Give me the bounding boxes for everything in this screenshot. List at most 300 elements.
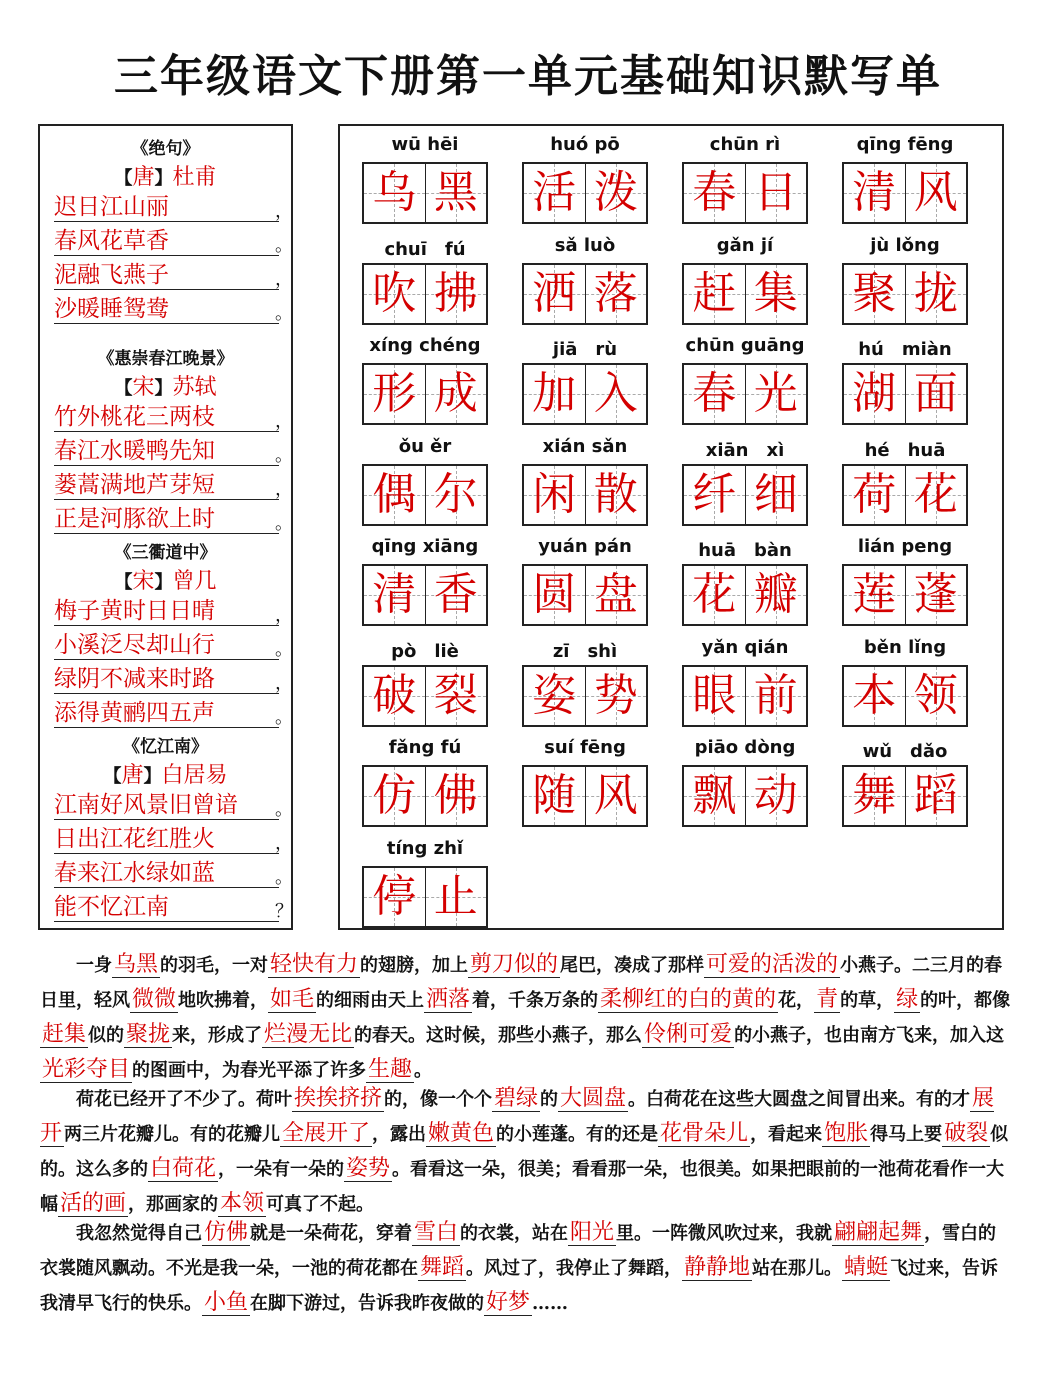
paragraph-text: ，雪白的衣裳随风飘动。不光是我一朵，一池的荷花都在 [40,1223,997,1279]
poem-line [54,630,293,660]
poem-line [54,470,293,500]
word-pinyin: jù lǒng [870,234,940,256]
filled-blank: 白荷花 [150,1156,217,1181]
poem-author-name: 杜甫 [172,165,217,190]
tianzige-grid [522,665,648,727]
word-pinyin: gǎn jí [716,234,774,256]
filled-blank: 仿佛 [204,1220,249,1245]
tianzige-grid [842,263,968,325]
tianzige-box [524,667,586,725]
word-pinyin: xián sǎn [542,435,628,457]
word-cell [362,838,488,936]
word-pinyin: qīng xiāng [371,536,479,557]
word-cell [522,737,648,835]
word-char: 圆 [532,569,577,620]
tianzige-box [906,164,967,222]
word-char: 盘 [593,569,638,620]
tianzige-grid [522,363,648,425]
tianzige-box [364,566,426,624]
word-cell [362,134,488,232]
paragraph-text: 的叶，都像 [920,990,1011,1011]
paragraph-text: 小燕子。二三月的春日里，轻风 [40,955,1003,1011]
poem-author: 【宋】曾几 [114,569,217,594]
tianzige-grid [842,363,968,425]
fill-in-paragraph [40,948,1012,1088]
tianzige-box [844,164,906,222]
filled-blank: 阳光 [570,1220,615,1245]
filled-blank: 破裂 [944,1121,989,1146]
tianzige-box [364,265,426,323]
poem-line-text: 沙暖睡鸳鸯 [54,296,169,322]
poem-title: 《惠崇春江晚景》 [97,349,234,369]
paragraph-text: 。白荷花在这些大圆盘之间冒出来。有的才 [628,1089,971,1110]
word-cell [842,134,968,232]
poems-panel [38,124,293,930]
paragraph-text: 的小燕子，也由南方飞来，加入这 [734,1025,1005,1046]
tianzige-grid [362,866,488,928]
tianzige-box [746,365,807,423]
poem-line-punct: 。 [275,445,293,466]
tianzige-grid [522,162,648,224]
word-pinyin: tíng zhǐ [386,837,464,859]
poem-line-text: 春风花草香 [54,228,169,254]
word-cell [362,637,488,735]
tianzige-grid [682,162,808,224]
word-char: 前 [753,669,798,721]
word-char: 领 [913,669,958,721]
paragraph-text: ，露出 [372,1124,427,1145]
word-pinyin: jiā rù [552,339,618,360]
poem-author: 【唐】杜甫 [114,165,217,190]
poem-line-punct: 。 [275,707,293,728]
paragraph-text: 一身 [40,955,112,976]
word-char: 尔 [433,468,478,520]
tianzige-grid [362,665,488,727]
tianzige-box [684,566,746,624]
filled-blank: 乌黑 [114,952,159,977]
poem-line [54,192,293,222]
paragraph-text: 着，千条万条的 [472,990,599,1011]
poem-line [54,858,293,888]
tianzige-box [586,265,647,323]
word-char: 拂 [433,267,478,319]
word-char: 花 [692,569,737,620]
word-char: 赶 [692,267,737,319]
tianzige-box [524,566,586,624]
word-pinyin: qīng fēng [856,134,954,155]
tianzige-box [844,767,906,825]
poem-title: 《绝句》 [131,139,200,159]
tianzige-box [524,164,586,222]
poem-line [54,260,293,290]
filled-blank: 雪白 [414,1220,459,1245]
filled-blank: 轻快有力 [270,952,359,977]
tianzige-box [746,767,807,825]
poem-line-punct: ， [275,269,293,290]
tianzige-box [684,265,746,323]
poem-line [54,294,293,324]
filled-blank: 烂漫无比 [264,1022,353,1047]
word-char: 眼 [692,669,737,721]
filled-blank: 洒落 [426,987,471,1012]
tianzige-box [684,667,746,725]
word-char: 止 [433,870,478,922]
word-char: 湖 [852,368,897,419]
filled-blank: 伶俐可爱 [644,1022,733,1047]
word-pinyin: chūn rì [709,134,781,155]
word-char: 瓣 [753,569,798,620]
paragraph-text: 在脚下游过，告诉我昨夜做的 [250,1293,485,1314]
tianzige-box [426,265,487,323]
poem-line [54,892,293,922]
tianzige-box [364,466,426,524]
word-char: 佛 [433,770,478,821]
word-char: 势 [593,669,638,721]
poem-line [54,790,293,820]
tianzige-box [844,466,906,524]
poem-line-punct: 。 [275,639,293,660]
word-char: 乌 [372,167,417,218]
word-char: 花 [913,468,958,520]
word-char: 风 [593,770,638,821]
poem-line-text: 正是河豚欲上时 [54,506,215,532]
word-char: 落 [593,267,638,319]
word-pinyin: fǎng fú [388,737,462,758]
word-char: 本 [852,669,897,721]
word-char: 春 [692,368,737,419]
word-char: 春 [692,167,737,218]
filled-blank: 聚拢 [126,1022,171,1047]
tianzige-box [364,868,426,926]
paragraph-text: 的翅膀，加上 [360,955,469,976]
word-char: 蹈 [913,770,958,821]
word-char: 蓬 [913,569,958,620]
tianzige-grid [362,263,488,325]
word-char: 风 [913,167,958,218]
poem-line-text: 蒌蒿满地芦芽短 [54,472,215,498]
paragraph-text: 的，像一个个 [384,1089,493,1110]
poem-author: 【唐】白居易 [103,763,228,788]
filled-blank: 赶集 [42,1022,87,1047]
paragraph-text: 荷花已经开了不少了。荷叶 [40,1089,292,1110]
word-char: 面 [913,368,958,419]
word-cell [842,737,968,835]
poem-line-text: 日出江花红胜火 [54,826,215,852]
tianzige-box [844,365,906,423]
word-pinyin: huā bàn [698,540,792,561]
word-pinyin: yuán pán [538,536,632,557]
word-cell [842,335,968,433]
fill-in-paragraph [40,1216,1012,1321]
word-char: 拢 [913,267,958,319]
tianzige-box [746,164,807,222]
poem-dynasty: 唐 [132,165,155,190]
word-cell [682,536,808,634]
word-cell [362,436,488,534]
word-cell [522,134,648,232]
poem-line-punct: ？ [275,901,293,922]
tianzige-grid [842,765,968,827]
word-char: 入 [593,368,638,419]
tianzige-grid [362,765,488,827]
tianzige-box [684,365,746,423]
word-char: 破 [372,669,417,721]
poem-dynasty: 宋 [132,569,155,594]
word-char: 荷 [852,468,897,520]
paragraph-text: 。 [414,1060,433,1081]
word-cell [522,335,648,433]
filled-blank: 如毛 [270,987,315,1012]
filled-blank: 舞蹈 [420,1255,465,1280]
paragraph-text: 飞过来，告诉我清早飞行的快乐。 [40,1258,999,1314]
word-cell [522,637,648,735]
filled-blank: 绿 [896,987,919,1012]
filled-blank: 光彩夺目 [42,1057,131,1082]
filled-blank: 花骨朵儿 [660,1121,749,1146]
poem-line-text: 梅子黄时日日晴 [54,598,215,624]
tianzige-box [746,566,807,624]
filled-blank: 碧绿 [494,1086,539,1111]
paragraph-text: 可真了不起。 [266,1194,375,1215]
paragraph-text: 得马上要 [870,1124,943,1145]
filled-blank: 小鱼 [204,1290,249,1315]
tianzige-grid [362,162,488,224]
tianzige-box [524,365,586,423]
tianzige-box [684,767,746,825]
word-char: 裂 [433,669,478,721]
tianzige-box [844,566,906,624]
poem-line-punct: ， [275,605,293,626]
poem-line [54,226,293,256]
poem-line-text: 春江水暖鸭先知 [54,438,215,464]
word-cell [522,235,648,333]
word-char: 莲 [852,569,897,620]
tianzige-box [426,466,487,524]
filled-blank: 全展开了 [282,1121,371,1146]
tianzige-box [364,365,426,423]
poem-line-text: 小溪泛尽却山行 [54,632,215,658]
paragraph-text: 就是一朵荷花，穿着 [250,1223,413,1244]
poem-line-text: 迟日江山丽 [54,194,169,220]
poem-line-punct: ， [275,201,293,222]
word-char: 活 [532,167,577,218]
poem-line-text: 添得黄鹂四五声 [54,700,215,726]
paragraph-text: 的 [540,1089,559,1110]
poem-line-text: 江南好风景旧曾谙 [54,792,238,818]
tianzige-grid [842,162,968,224]
word-cell [362,335,488,433]
poem-author-name: 曾几 [172,569,217,594]
tianzige-box [426,164,487,222]
word-char: 舞 [852,770,897,821]
word-cell [842,436,968,534]
filled-blank: 挨挨挤挤 [294,1086,383,1111]
word-char: 集 [753,267,798,319]
tianzige-box [586,767,647,825]
word-pinyin: ǒu ěr [398,435,452,457]
word-cell [842,637,968,735]
word-pinyin: suí fēng [544,737,626,758]
word-pinyin: piāo dòng [694,737,796,758]
tianzige-grid [522,464,648,526]
tianzige-grid [842,665,968,727]
poem-line-punct: ， [275,479,293,500]
filled-blank: 本领 [220,1191,265,1216]
word-char: 散 [593,468,638,520]
paragraph-text: 似的。这么多的 [40,1124,1009,1180]
poem-title: 《三衢道中》 [114,543,217,563]
filled-blank: 柔柳红的白的黄的 [600,987,777,1012]
word-pinyin: lián peng [857,536,953,557]
word-pinyin: hé huā [864,439,946,461]
word-char: 细 [753,468,798,520]
poem-line [54,504,293,534]
poem-author-name: 苏轼 [172,375,217,400]
word-char: 停 [372,870,417,922]
word-char: 动 [753,770,798,821]
poem-line [54,402,293,432]
poem-dynasty: 唐 [121,763,144,788]
tianzige-box [844,265,906,323]
word-cell [682,335,808,433]
tianzige-grid [682,263,808,325]
word-char: 清 [372,569,417,620]
filled-blank: 微微 [132,987,177,1012]
tianzige-grid [682,665,808,727]
tianzige-grid [522,564,648,626]
filled-blank: 静静地 [684,1255,751,1280]
tianzige-box [746,265,807,323]
paragraph-text: ，一朵有一朵的 [218,1159,345,1180]
poem-line-punct: ， [275,673,293,694]
word-char: 加 [532,368,577,419]
filled-blank: 蜻蜓 [844,1255,889,1280]
filled-blank: 嫩黄色 [428,1121,495,1146]
poem-author-name: 白居易 [161,763,228,788]
paragraph-text: 尾巴，凑成了那样 [560,955,705,976]
poem-line-punct: 。 [275,235,293,256]
poem-line-text: 春来江水绿如蓝 [54,860,215,886]
word-char: 洒 [532,267,577,319]
tianzige-box [746,667,807,725]
fill-in-paragraph [40,1082,1012,1222]
tianzige-box [746,466,807,524]
tianzige-box [906,667,967,725]
word-char: 飘 [692,770,737,821]
filled-blank: 生趣 [368,1057,413,1082]
word-pinyin: wǔ dǎo [862,741,948,762]
poem-line-text: 绿阴不减来时路 [54,666,215,692]
word-char: 闲 [532,468,577,520]
paragraph-text: 。风过了，我停止了舞蹈， [466,1258,683,1279]
paragraph-text: 的春天。这时候，那些小燕子，那么 [354,1025,643,1046]
tianzige-box [524,767,586,825]
tianzige-box [426,566,487,624]
tianzige-grid [842,564,968,626]
tianzige-grid [362,564,488,626]
poem-line [54,698,293,728]
word-char: 光 [753,368,798,419]
word-pinyin: zī shì [552,640,618,662]
paragraph-text: 似的 [88,1025,125,1046]
word-char: 聚 [852,267,897,319]
tianzige-box [684,466,746,524]
tianzige-grid [682,464,808,526]
poem-line-punct: 。 [275,867,293,888]
word-pinyin: chūn guāng [685,335,805,356]
tianzige-box [906,365,967,423]
poem-line-text: 泥融飞燕子 [54,262,169,288]
tianzige-box [906,265,967,323]
paragraph-text: 花， [778,990,815,1011]
poem-line [54,596,293,626]
word-cell [682,637,808,735]
word-pinyin: xíng chéng [369,335,481,356]
word-cell [682,436,808,534]
word-pinyin: chuī fú [384,238,466,260]
poem-line [54,664,293,694]
poem-line-punct: ， [275,411,293,432]
tianzige-box [586,566,647,624]
word-char: 吹 [372,267,417,319]
tianzige-box [426,767,487,825]
paragraph-text: 里。一阵微风吹过来，我就 [616,1223,833,1244]
tianzige-box [586,466,647,524]
word-cell [682,737,808,835]
paragraph-text: 的羽毛，一对 [160,955,269,976]
paragraph-text: …… [532,1293,569,1314]
word-char: 偶 [372,468,417,520]
poem-author: 【宋】苏轼 [114,375,217,400]
tianzige-box [586,164,647,222]
paragraph-text: 地吹拂着， [178,990,269,1011]
tianzige-box [426,868,487,926]
word-char: 黑 [433,167,478,218]
word-pinyin: xiān xì [705,439,785,461]
tianzige-box [586,365,647,423]
word-cell [682,134,808,232]
word-cell [842,536,968,634]
tianzige-box [906,466,967,524]
word-cell [362,235,488,333]
tianzige-grid [522,765,648,827]
paragraph-text: 的图画中，为春光平添了许多 [132,1060,367,1081]
tianzige-box [844,667,906,725]
paragraph-text: 的草， [840,990,895,1011]
word-pinyin: pò liè [391,640,459,662]
tianzige-box [426,365,487,423]
paragraph-text: 的细雨由天上 [316,990,425,1011]
poem-line-punct: 。 [275,303,293,324]
word-char: 日 [753,167,798,218]
filled-blank: 姿势 [346,1156,391,1181]
page-title: 三年级语文下册第一单元基础知识默写单 [114,51,942,102]
tianzige-grid [522,263,648,325]
word-char: 随 [532,770,577,821]
word-pinyin: huó pō [550,134,620,155]
word-char: 泼 [593,167,638,218]
paragraph-text: 来，形成了 [172,1025,263,1046]
filled-blank: 活的画 [60,1191,127,1216]
poem-line-punct: 。 [275,513,293,534]
paragraph-text: 的衣裳，站在 [460,1223,569,1244]
filled-blank: 剪刀似的 [470,952,559,977]
words-panel [338,124,1004,930]
word-cell [842,235,968,333]
filled-blank: 青 [816,987,839,1012]
tianzige-box [364,767,426,825]
poem-line-text: 能不忆江南 [54,894,169,920]
